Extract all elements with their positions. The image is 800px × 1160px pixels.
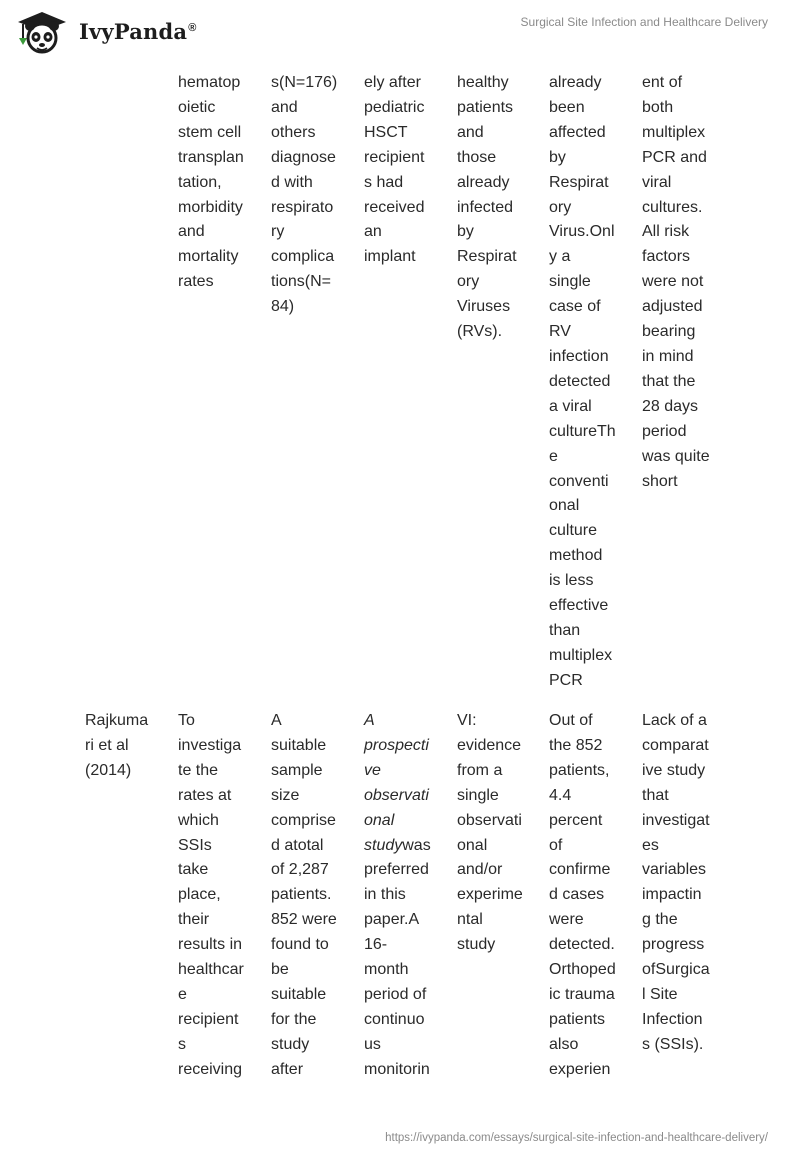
text-line: conventi (549, 472, 609, 490)
text-line: detected. (549, 936, 615, 954)
table-cell-author (85, 709, 148, 784)
text-line: case of (549, 298, 601, 316)
text-line: RV (549, 323, 571, 341)
text-line: and (271, 98, 298, 116)
text-line: study (457, 936, 496, 954)
text-line: both (642, 98, 674, 116)
table-cell (642, 71, 710, 494)
text-line: impactin (642, 886, 702, 904)
text-line: d with (271, 173, 313, 191)
table-cell (178, 71, 244, 295)
text-line: period (642, 422, 687, 440)
text-line: ely after (364, 74, 421, 91)
text-line: variables (642, 861, 707, 879)
text-line: is less (549, 572, 594, 590)
text-line: found to (271, 936, 329, 954)
text-line: multiplex (549, 646, 613, 664)
text-line: infected (457, 198, 514, 216)
text-line: sample (271, 761, 323, 779)
text-line: experien (549, 1060, 611, 1078)
text-line: g the (642, 911, 678, 929)
text-line: 852 were (271, 911, 337, 929)
text-line: transplan (178, 148, 244, 166)
text-line: implant (364, 248, 416, 266)
text-line: onal (549, 497, 580, 515)
text-line: cultures. (642, 198, 703, 216)
text-line: prospecti (364, 736, 429, 754)
text-line: ry (271, 223, 285, 241)
text-line: d atotal (271, 836, 324, 854)
text-line: onal (457, 836, 488, 854)
text-line: stem cell (178, 123, 242, 141)
text-line: 28 days (642, 397, 699, 415)
text-line: VI: (457, 712, 477, 729)
text-line: s (SSIs). (642, 1035, 704, 1053)
text-line: a viral (549, 397, 592, 415)
text-line: experime (457, 886, 523, 904)
text-line: studywas (364, 836, 431, 854)
text-line: PCR and (642, 148, 707, 166)
text-line: rates at (178, 786, 232, 804)
text-line: single (549, 273, 591, 291)
text-line: healthcar (178, 961, 244, 979)
text-line: place, (178, 886, 221, 904)
text-line: and (178, 223, 205, 241)
text-line: in this (364, 886, 406, 904)
text-line: cultureTh (549, 422, 616, 440)
text-line: the 852 (549, 736, 603, 754)
text-line: of (549, 836, 563, 854)
text-line: ri et al (85, 736, 129, 754)
text-line: patients, (549, 761, 610, 779)
text-line: recipient (364, 148, 425, 166)
table-cell (457, 709, 523, 958)
text-line: All risk (642, 223, 690, 241)
text-line: d cases (549, 886, 605, 904)
text-line: already (549, 74, 602, 91)
table-cell (178, 709, 244, 1083)
text-line: 4.4 (549, 786, 572, 804)
text-line: recipient (178, 1010, 239, 1028)
text-line: preferred (364, 861, 429, 879)
text-line: respirato (271, 198, 334, 216)
text-line: comparat (642, 736, 709, 754)
text-line: single (457, 786, 499, 804)
text-line: percent (549, 811, 603, 829)
text-line: hematop (178, 74, 241, 91)
text-line: after (271, 1060, 304, 1078)
text-line: already (457, 173, 510, 191)
text-line: study (271, 1035, 310, 1053)
text-line: by (457, 223, 474, 241)
text-line: infection (549, 347, 609, 365)
text-line: ent of (642, 74, 683, 91)
text-line: from a (457, 761, 503, 779)
text-line: Infection (642, 1010, 703, 1028)
text-line: were not (642, 273, 704, 291)
text-line: ve (364, 761, 381, 779)
text-line: 16- (364, 936, 388, 954)
text-line: were (549, 911, 584, 929)
italic-text (364, 709, 431, 834)
text-line: progress (642, 936, 705, 954)
text-line: SSIs (178, 836, 212, 854)
text-line: healthy (457, 74, 509, 91)
text-line: received (364, 198, 425, 216)
table-cell (271, 709, 337, 1083)
text-line: patients (457, 98, 514, 116)
text-line: ory (457, 273, 480, 291)
page-header (0, 0, 800, 62)
text-line: mortality (178, 248, 239, 266)
text-line: tions(N= (271, 273, 332, 291)
registered-mark: ® (188, 21, 197, 34)
text-line: l Site (642, 985, 678, 1003)
text-line: investiga (178, 736, 242, 754)
text-line: s(N=176) (271, 74, 338, 91)
source-url[interactable]: https://ivypanda.com/essays/surgical-site-infection-and-healthcare-delivery/ (385, 1132, 768, 1144)
text-line: A (364, 712, 375, 729)
text-line: morbidity (178, 198, 243, 216)
text-line: es (642, 836, 659, 854)
text-line: suitable (271, 736, 327, 754)
text-line: that the (642, 372, 696, 390)
text-line: multiplex (642, 123, 706, 141)
text-line: culture (549, 522, 598, 540)
text-line: and/or (457, 861, 503, 879)
text-line: patients (549, 1010, 606, 1028)
text-line: month (364, 961, 409, 979)
text-line: e (178, 985, 187, 1003)
text-line: ic trauma (549, 985, 615, 1003)
text-line: be (271, 961, 289, 979)
text-line: Virus.Onl (549, 223, 615, 241)
text-line: size (271, 786, 300, 804)
brand-logo[interactable] (15, 8, 197, 54)
text-line: Rajkuma (85, 712, 149, 729)
table-cell (271, 71, 337, 320)
text-line: by (549, 148, 566, 166)
text-line: A (271, 712, 282, 729)
text-line: Viruses (457, 298, 511, 316)
text-line: than (549, 621, 581, 639)
text-line: monitorin (364, 1060, 430, 1078)
text-line: method (549, 547, 603, 565)
text-line: PCR (549, 671, 583, 689)
text-line: also (549, 1035, 579, 1053)
text-line: their (178, 911, 210, 929)
text-line: (2014) (85, 761, 132, 779)
text-line: confirme (549, 861, 611, 879)
text-line: which (178, 811, 219, 829)
text-line: affected (549, 123, 606, 141)
text-line: observati (457, 811, 522, 829)
text-line: investigat (642, 811, 710, 829)
text-line: suitable (271, 985, 327, 1003)
text-line: was quite (642, 447, 710, 465)
text-line: Out of (549, 712, 593, 729)
text-line: ofSurgica (642, 961, 710, 979)
text-line: detected (549, 372, 611, 390)
text-line: patients. (271, 886, 332, 904)
text-line: onal (364, 811, 395, 829)
table-cell-design (364, 709, 431, 1083)
text-line: ive study (642, 761, 706, 779)
text-line: that (642, 786, 669, 804)
text-line: oietic (178, 98, 216, 116)
text-line: for the (271, 1010, 317, 1028)
text-line: of 2,287 (271, 861, 329, 879)
text-line: s (178, 1035, 186, 1053)
text-line: factors (642, 248, 691, 266)
text-line: those (457, 148, 497, 166)
text-line: e (549, 447, 558, 465)
text-line: short (642, 472, 678, 490)
text-line: complica (271, 248, 335, 266)
table-cell (549, 709, 616, 1083)
text-line: To (178, 712, 195, 729)
text-line: diagnose (271, 148, 336, 166)
text-line: an (364, 223, 382, 241)
text-line: ntal (457, 911, 483, 929)
text-line: paper.A (364, 911, 420, 929)
text-line: Respirat (549, 173, 609, 191)
text-line: been (549, 98, 585, 116)
text-line: us (364, 1035, 381, 1053)
text-line: Lack of a (642, 712, 707, 729)
text-line: effective (549, 597, 609, 615)
text-line: viral (642, 173, 672, 191)
panda-graduate-icon (15, 8, 73, 54)
table-cell (642, 709, 710, 1058)
text-line: y a (549, 248, 571, 266)
text-line: rates (178, 273, 214, 291)
text-line: adjusted (642, 298, 703, 316)
text-line: and (457, 123, 484, 141)
text-line: period of (364, 985, 427, 1003)
text-line: HSCT (364, 123, 408, 141)
text-line: pediatric (364, 98, 425, 116)
text-line: bearing (642, 323, 696, 341)
text-lines (364, 858, 431, 1082)
text-line: s had (364, 173, 404, 191)
text-line: (RVs). (457, 323, 503, 341)
brand-name: IvyPanda® (79, 18, 197, 44)
document-title: Surgical Site Infection and Healthcare Delivery (520, 15, 768, 29)
text-line: take (178, 861, 209, 879)
table-cell (364, 71, 424, 270)
text-line: in mind (642, 347, 694, 365)
text-line: others (271, 123, 316, 141)
text-line: continuo (364, 1010, 425, 1028)
text-line: ory (549, 198, 572, 216)
table-cell (457, 71, 517, 345)
text-line: te the (178, 761, 219, 779)
table-cell (549, 71, 616, 694)
text-line: tation, (178, 173, 222, 191)
text-line: comprise (271, 811, 336, 829)
text-line: evidence (457, 736, 522, 754)
text-line: results in (178, 936, 243, 954)
text-line: Orthoped (549, 961, 616, 979)
text-line: 84) (271, 298, 295, 316)
text-line: observati (364, 786, 429, 804)
text-line: receiving (178, 1060, 243, 1078)
text-line: Respirat (457, 248, 517, 266)
